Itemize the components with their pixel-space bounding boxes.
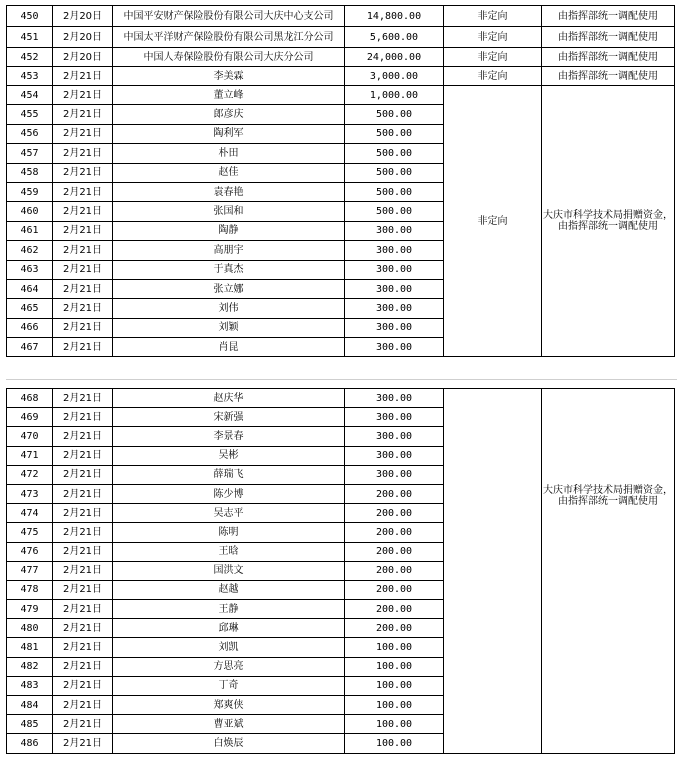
- donor-name: 王静: [113, 600, 345, 619]
- row-date: 2月21日: [53, 260, 113, 279]
- row-number: 479: [7, 600, 53, 619]
- row-number: 457: [7, 144, 53, 163]
- donor-name: 陶利军: [113, 124, 345, 143]
- table-row: [7, 48, 675, 67]
- table-row: [7, 27, 675, 48]
- row-date: 2月21日: [53, 202, 113, 221]
- donor-name: 丁奇: [113, 676, 345, 695]
- donor-name: 王晗: [113, 542, 345, 561]
- row-date: 2月21日: [53, 124, 113, 143]
- row-date: 2月21日: [53, 696, 113, 715]
- page-break-line: [6, 379, 677, 380]
- donation-amount: 100.00: [345, 715, 444, 734]
- row-date: 2月21日: [53, 446, 113, 465]
- merged-direction-blank: [444, 389, 542, 754]
- row-date: 2月21日: [53, 86, 113, 105]
- donation-amount: 300.00: [345, 408, 444, 427]
- row-number: 486: [7, 734, 53, 753]
- donation-amount: 100.00: [345, 676, 444, 695]
- row-date: 2月20日: [53, 6, 113, 27]
- donation-amount: 500.00: [345, 105, 444, 124]
- donor-name: 薛瑞飞: [113, 465, 345, 484]
- donation-direction: 非定向: [444, 67, 542, 86]
- donor-name: 张立娜: [113, 279, 345, 298]
- row-number: 452: [7, 48, 53, 67]
- row-date: 2月21日: [53, 465, 113, 484]
- row-date: 2月21日: [53, 105, 113, 124]
- donation-amount: 300.00: [345, 241, 444, 260]
- row-date: 2月21日: [53, 561, 113, 580]
- donation-amount: 300.00: [345, 260, 444, 279]
- row-number: 474: [7, 504, 53, 523]
- row-date: 2月21日: [53, 523, 113, 542]
- donor-name: 宋新强: [113, 408, 345, 427]
- row-date: 2月21日: [53, 299, 113, 318]
- row-date: 2月21日: [53, 504, 113, 523]
- donor-name: 白焕辰: [113, 734, 345, 753]
- donor-name: 李美霖: [113, 67, 345, 86]
- donor-name: 袁春艳: [113, 182, 345, 201]
- row-date: 2月21日: [53, 338, 113, 357]
- donation-amount: 200.00: [345, 561, 444, 580]
- donor-name: 陈少博: [113, 484, 345, 503]
- donor-name: 赵越: [113, 580, 345, 599]
- donor-name: 中国人寿保险股份有限公司大庆分公司: [113, 48, 345, 67]
- donor-name: 朴田: [113, 144, 345, 163]
- donor-name: 郎彦庆: [113, 105, 345, 124]
- donor-name: 肖昆: [113, 338, 345, 357]
- donor-name: 高朋宇: [113, 241, 345, 260]
- row-date: 2月21日: [53, 638, 113, 657]
- donation-amount: 200.00: [345, 619, 444, 638]
- donor-name: 陶静: [113, 221, 345, 240]
- row-number: 475: [7, 523, 53, 542]
- row-number: 451: [7, 27, 53, 48]
- donor-name: 董立峰: [113, 86, 345, 105]
- donation-amount: 200.00: [345, 523, 444, 542]
- row-number: 455: [7, 105, 53, 124]
- donor-name: 赵庆华: [113, 389, 345, 408]
- usage-note: 由指挥部统一调配使用: [542, 6, 675, 27]
- row-date: 2月21日: [53, 163, 113, 182]
- donor-name: 刘凯: [113, 638, 345, 657]
- donation-direction: 非定向: [444, 48, 542, 67]
- donation-amount: 200.00: [345, 580, 444, 599]
- donation-amount: 300.00: [345, 389, 444, 408]
- row-number: 462: [7, 241, 53, 260]
- row-date: 2月21日: [53, 542, 113, 561]
- donor-name: 邱琳: [113, 619, 345, 638]
- row-date: 2月21日: [53, 580, 113, 599]
- donation-amount: 300.00: [345, 427, 444, 446]
- row-number: 476: [7, 542, 53, 561]
- row-number: 463: [7, 260, 53, 279]
- row-date: 2月21日: [53, 408, 113, 427]
- merged-usage-note: 大庆市科学技术局捐赠资金，由指挥部统一调配使用: [542, 86, 675, 357]
- row-number: 450: [7, 6, 53, 27]
- row-date: 2月21日: [53, 734, 113, 753]
- row-number: 460: [7, 202, 53, 221]
- row-number: 469: [7, 408, 53, 427]
- donor-name: 中国太平洋财产保险股份有限公司黑龙江分公司: [113, 27, 345, 48]
- row-date: 2月21日: [53, 676, 113, 695]
- donor-name: 陈明: [113, 523, 345, 542]
- row-date: 2月20日: [53, 27, 113, 48]
- donor-name: 刘伟: [113, 299, 345, 318]
- row-number: 467: [7, 338, 53, 357]
- donation-amount: 300.00: [345, 279, 444, 298]
- row-date: 2月21日: [53, 221, 113, 240]
- donor-name: 于真杰: [113, 260, 345, 279]
- donor-name: 吴彬: [113, 446, 345, 465]
- table-row: [7, 86, 675, 105]
- usage-note: 由指挥部统一调配使用: [542, 48, 675, 67]
- row-number: 483: [7, 676, 53, 695]
- row-number: 454: [7, 86, 53, 105]
- donor-name: 赵佳: [113, 163, 345, 182]
- row-date: 2月21日: [53, 144, 113, 163]
- row-number: 473: [7, 484, 53, 503]
- row-date: 2月21日: [53, 389, 113, 408]
- row-number: 482: [7, 657, 53, 676]
- row-number: 485: [7, 715, 53, 734]
- donation-amount: 200.00: [345, 504, 444, 523]
- row-number: 459: [7, 182, 53, 201]
- donation-amount: 300.00: [345, 338, 444, 357]
- donation-table-lower: [6, 388, 675, 754]
- donation-amount: 100.00: [345, 638, 444, 657]
- row-date: 2月21日: [53, 318, 113, 337]
- row-number: 481: [7, 638, 53, 657]
- row-date: 2月21日: [53, 619, 113, 638]
- row-date: 2月21日: [53, 427, 113, 446]
- table-row: [7, 67, 675, 86]
- donation-amount: 300.00: [345, 221, 444, 240]
- usage-note: 由指挥部统一调配使用: [542, 67, 675, 86]
- row-date: 2月21日: [53, 67, 113, 86]
- donor-name: 张国和: [113, 202, 345, 221]
- row-date: 2月21日: [53, 241, 113, 260]
- row-number: 478: [7, 580, 53, 599]
- donation-amount: 300.00: [345, 318, 444, 337]
- donation-amount: 5,600.00: [345, 27, 444, 48]
- row-date: 2月21日: [53, 715, 113, 734]
- row-number: 480: [7, 619, 53, 638]
- row-date: 2月20日: [53, 48, 113, 67]
- donor-name: 郑爽侠: [113, 696, 345, 715]
- donation-amount: 24,000.00: [345, 48, 444, 67]
- donation-amount: 500.00: [345, 144, 444, 163]
- row-date: 2月21日: [53, 484, 113, 503]
- donation-amount: 200.00: [345, 600, 444, 619]
- merged-usage-note: 大庆市科学技术局捐赠资金，由指挥部统一调配使用: [542, 389, 675, 754]
- row-number: 471: [7, 446, 53, 465]
- row-number: 477: [7, 561, 53, 580]
- donor-name: 曹亚斌: [113, 715, 345, 734]
- row-number: 461: [7, 221, 53, 240]
- row-number: 472: [7, 465, 53, 484]
- donation-amount: 300.00: [345, 446, 444, 465]
- donation-amount: 14,800.00: [345, 6, 444, 27]
- donor-name: 方思亮: [113, 657, 345, 676]
- donation-amount: 500.00: [345, 163, 444, 182]
- donor-name: 中国平安财产保险股份有限公司大庆中心支公司: [113, 6, 345, 27]
- donation-amount: 200.00: [345, 484, 444, 503]
- row-number: 453: [7, 67, 53, 86]
- row-number: 470: [7, 427, 53, 446]
- row-date: 2月21日: [53, 657, 113, 676]
- donation-table-upper: [6, 5, 675, 357]
- donation-amount: 500.00: [345, 202, 444, 221]
- donation-amount: 100.00: [345, 734, 444, 753]
- donation-amount: 100.00: [345, 696, 444, 715]
- usage-note: 由指挥部统一调配使用: [542, 27, 675, 48]
- donor-name: 刘颖: [113, 318, 345, 337]
- row-date: 2月21日: [53, 600, 113, 619]
- donor-name: 李景春: [113, 427, 345, 446]
- donation-amount: 300.00: [345, 465, 444, 484]
- donation-amount: 300.00: [345, 299, 444, 318]
- donation-amount: 500.00: [345, 182, 444, 201]
- row-number: 466: [7, 318, 53, 337]
- donation-direction: 非定向: [444, 6, 542, 27]
- donation-direction: 非定向: [444, 27, 542, 48]
- row-number: 456: [7, 124, 53, 143]
- donation-amount: 100.00: [345, 657, 444, 676]
- row-number: 464: [7, 279, 53, 298]
- row-date: 2月21日: [53, 279, 113, 298]
- row-number: 465: [7, 299, 53, 318]
- donation-amount: 200.00: [345, 542, 444, 561]
- table-row: [7, 389, 675, 408]
- merged-direction: 非定向: [444, 86, 542, 357]
- donation-amount: 500.00: [345, 124, 444, 143]
- donor-name: 吴志平: [113, 504, 345, 523]
- donor-name: 国洪文: [113, 561, 345, 580]
- row-number: 468: [7, 389, 53, 408]
- row-number: 458: [7, 163, 53, 182]
- row-date: 2月21日: [53, 182, 113, 201]
- row-number: 484: [7, 696, 53, 715]
- donation-amount: 3,000.00: [345, 67, 444, 86]
- table-row: [7, 6, 675, 27]
- donation-amount: 1,000.00: [345, 86, 444, 105]
